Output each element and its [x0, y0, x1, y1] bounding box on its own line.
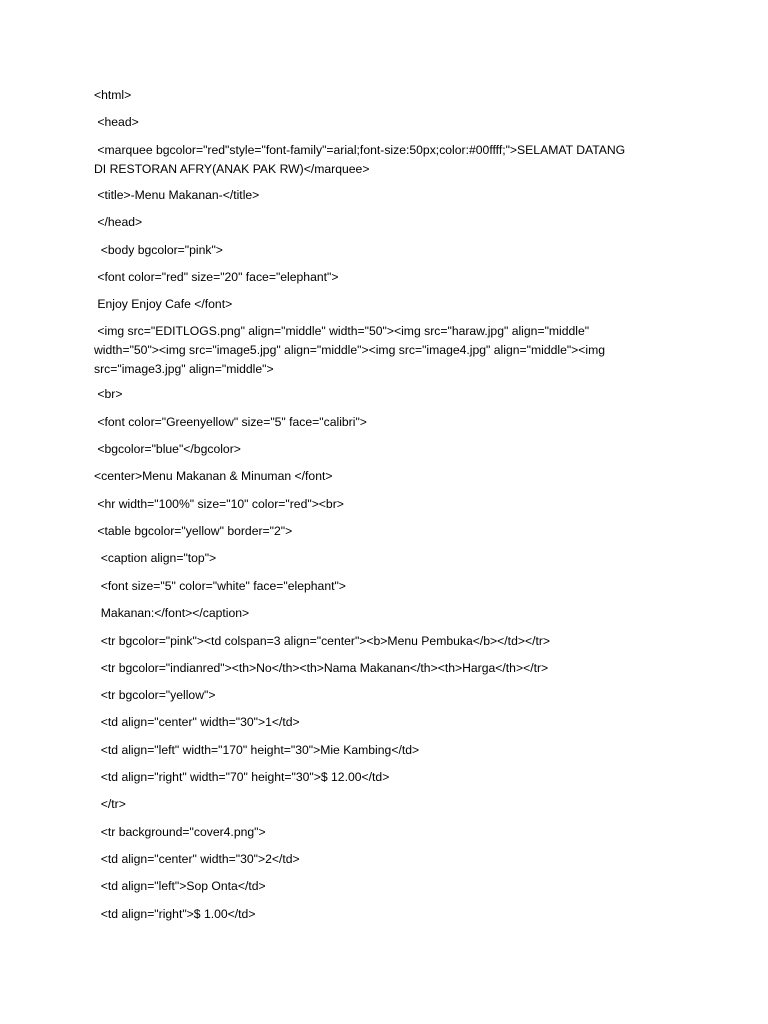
code-line-8: Enjoy Enjoy Cafe </font>: [94, 297, 233, 311]
code-line-29: <td align="right">$ 1.00</td>: [94, 907, 256, 921]
code-line-20: <tr bgcolor="indianred"><th>No</th><th>Nama Makanan</th><th>Harga</th></tr>: [94, 661, 549, 675]
code-line-21: <tr bgcolor="yellow">: [94, 688, 216, 702]
code-line-6: <body bgcolor="pink">: [94, 243, 223, 257]
code-line-3: <marquee bgcolor="red"style="font-family"=arial;font-size:50px;color:#00ffff;">SELAMAT DATANG DI RESTORAN AFRY(ANAK PAK RW)</marquee>: [94, 143, 626, 176]
code-line-5: </head>: [94, 215, 143, 229]
code-line-17: <font size="5" color="white" face="elephant">: [94, 579, 346, 593]
code-line-19: <tr bgcolor="pink"><td colspan=3 align="center"><b>Menu Pembuka</b></td></tr>: [94, 634, 551, 648]
code-line-26: <tr background="cover4.png">: [94, 825, 266, 839]
code-line-16: <caption align="top">: [94, 551, 217, 565]
code-line-15: <table bgcolor="yellow" border="2">: [94, 524, 293, 538]
code-line-1: <html>: [94, 88, 132, 102]
code-line-18: Makanan:</font></caption>: [94, 606, 250, 620]
code-line-25: </tr>: [94, 797, 126, 811]
code-line-10: <br>: [94, 387, 123, 401]
code-line-23: <td align="left" width="170" height="30">Mie Kambing</td>: [94, 743, 420, 757]
code-line-14: <hr width="100%" size="10" color="red"><br>: [94, 497, 344, 511]
code-line-9: <img src="EDITLOGS.png" align="middle" width="50"><img src="haraw.jpg" align="middle" width="50"><img src="image5.jpg" align="middle"><img src="image4.jpg" align="middle"><img src="image3.jpg" align="middle">: [94, 324, 606, 376]
code-line-2: <head>: [94, 115, 139, 129]
code-line-11: <font color="Greenyellow" size="5" face="calibri">: [94, 415, 367, 429]
code-line-24: <td align="right" width="70" height="30">$ 12.00</td>: [94, 770, 390, 784]
code-line-27: <td align="center" width="30">2</td>: [94, 852, 300, 866]
code-line-13: <center>Menu Makanan & Minuman </font>: [94, 469, 333, 483]
code-line-22: <td align="center" width="30">1</td>: [94, 715, 300, 729]
code-line-7: <font color="red" size="20" face="elephant">: [94, 270, 339, 284]
code-line-12: <bgcolor="blue"</bgcolor>: [94, 442, 241, 456]
code-line-4: <title>-Menu Makanan-</title>: [94, 188, 260, 202]
code-line-28: <td align="left">Sop Onta</td>: [94, 879, 266, 893]
